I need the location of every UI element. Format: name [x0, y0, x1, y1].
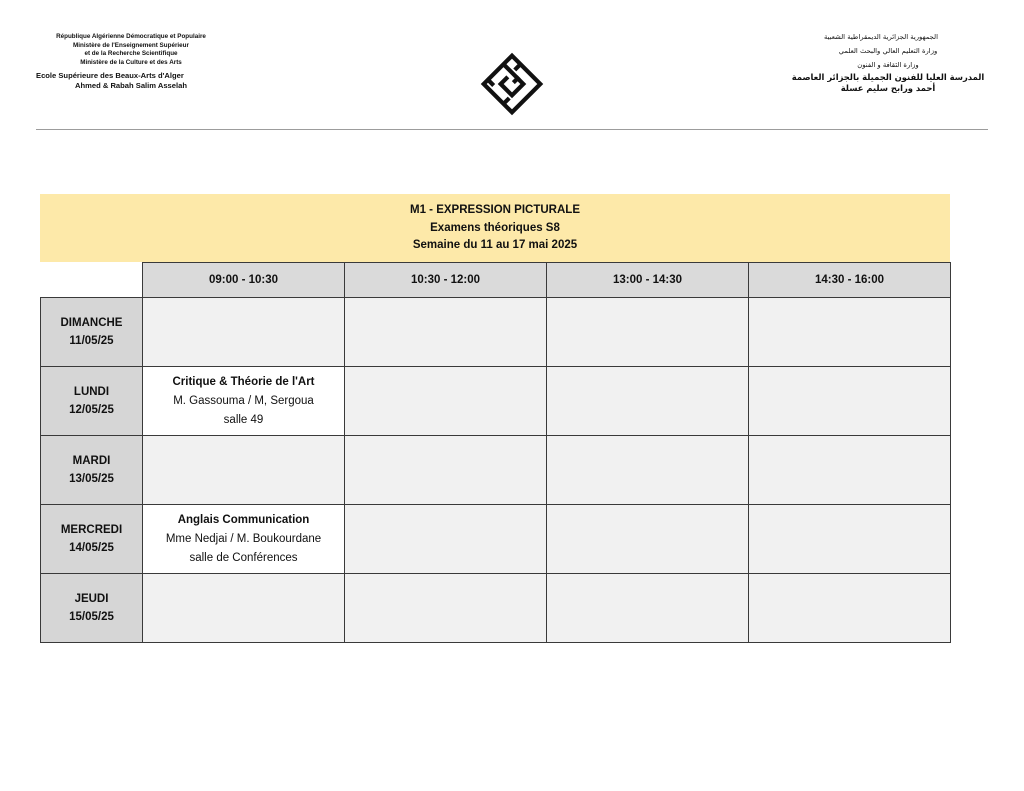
exam-room: salle 49 — [223, 413, 264, 426]
slot-cell — [143, 436, 345, 505]
header-divider — [36, 129, 988, 130]
day-name: MARDI — [72, 455, 111, 467]
day-name: LUNDI — [73, 386, 110, 398]
letterhead — [0, 0, 1024, 130]
ministry-culture: Ministère de la Culture et des Arts — [80, 58, 182, 66]
slot-cell — [345, 505, 547, 574]
day-row-jeudi — [41, 574, 951, 643]
slot-cell — [749, 367, 951, 436]
letterhead-french — [36, 33, 226, 91]
ministry-research: et de la Recherche Scientifique — [84, 50, 178, 58]
slot-cell — [345, 298, 547, 367]
day-cell — [41, 367, 143, 436]
exam-cell — [143, 505, 345, 574]
slot-header: 13:00 - 14:30 — [547, 263, 749, 298]
slot-cell — [345, 574, 547, 643]
slot-cell — [749, 574, 951, 643]
slot-cell — [143, 298, 345, 367]
slot-cell — [345, 436, 547, 505]
republic-name-ar: الجمهورية الجزائرية الديمقراطية الشعبية — [824, 33, 938, 41]
republic-name: République Algérienne Démocratique et Populaire — [56, 33, 206, 40]
exam-teachers: Mme Nedjai / M. Boukourdane — [165, 532, 322, 545]
exam-room: salle de Conférences — [189, 551, 298, 564]
program-title: M1 - EXPRESSION PICTURALE — [410, 204, 580, 216]
day-date: 12/05/25 — [69, 404, 114, 416]
exam-type: Examens théoriques S8 — [430, 221, 560, 234]
ministry-higher-education: Ministère de l'Enseignement Supérieur — [73, 41, 189, 49]
slot-header-row — [41, 263, 951, 298]
timetable-title — [40, 194, 950, 262]
ministry-higher-education-ar: وزارة التعليم العالي والبحث العلمي — [838, 47, 938, 55]
day-row-mercredi — [41, 505, 951, 574]
corner-cell — [41, 263, 143, 298]
day-date: 11/05/25 — [69, 335, 114, 347]
slot-cell — [345, 367, 547, 436]
school-subtitle-ar: أحمد ورابح سليم عسلة — [840, 83, 936, 93]
slot-cell — [547, 298, 749, 367]
slot-header: 10:30 - 12:00 — [345, 263, 547, 298]
slot-cell — [749, 505, 951, 574]
day-cell — [41, 436, 143, 505]
day-row-mardi — [41, 436, 951, 505]
day-date: 14/05/25 — [69, 542, 114, 554]
exam-teachers: M. Gassouma / M, Sergoua — [173, 394, 314, 407]
day-date: 15/05/25 — [69, 611, 114, 623]
school-name-ar: المدرسة العليا للفنون الجميلة بالجزائر العاصمة — [791, 72, 985, 82]
day-date: 13/05/25 — [69, 473, 114, 485]
slot-cell — [749, 436, 951, 505]
slot-header: 09:00 - 10:30 — [143, 263, 345, 298]
day-cell — [41, 298, 143, 367]
exam-subject: Anglais Communication — [177, 513, 310, 526]
exam-cell — [143, 367, 345, 436]
day-name: DIMANCHE — [60, 317, 123, 329]
day-cell — [41, 574, 143, 643]
slot-header: 14:30 - 16:00 — [749, 263, 951, 298]
school-subtitle: Ahmed & Rabah Salim Asselah — [75, 80, 187, 90]
slot-cell — [143, 574, 345, 643]
slot-cell — [547, 367, 749, 436]
exam-subject: Critique & Théorie de l'Art — [172, 375, 315, 388]
calligraphic-logo-icon — [478, 50, 546, 118]
slot-cell — [547, 436, 749, 505]
letterhead-arabic — [788, 30, 988, 94]
ministry-culture-ar: وزارة الثقافة و الفنون — [857, 61, 919, 69]
exam-timetable — [40, 262, 951, 643]
slot-cell — [547, 574, 749, 643]
week-range: Semaine du 11 au 17 mai 2025 — [412, 239, 578, 251]
day-name: JEUDI — [74, 593, 109, 605]
day-name: MERCREDI — [60, 524, 123, 536]
day-row-lundi — [41, 367, 951, 436]
school-name: Ecole Supérieure des Beaux-Arts d'Alger — [36, 71, 184, 81]
slot-cell — [749, 298, 951, 367]
day-row-dimanche — [41, 298, 951, 367]
slot-cell — [547, 505, 749, 574]
day-cell — [41, 505, 143, 574]
